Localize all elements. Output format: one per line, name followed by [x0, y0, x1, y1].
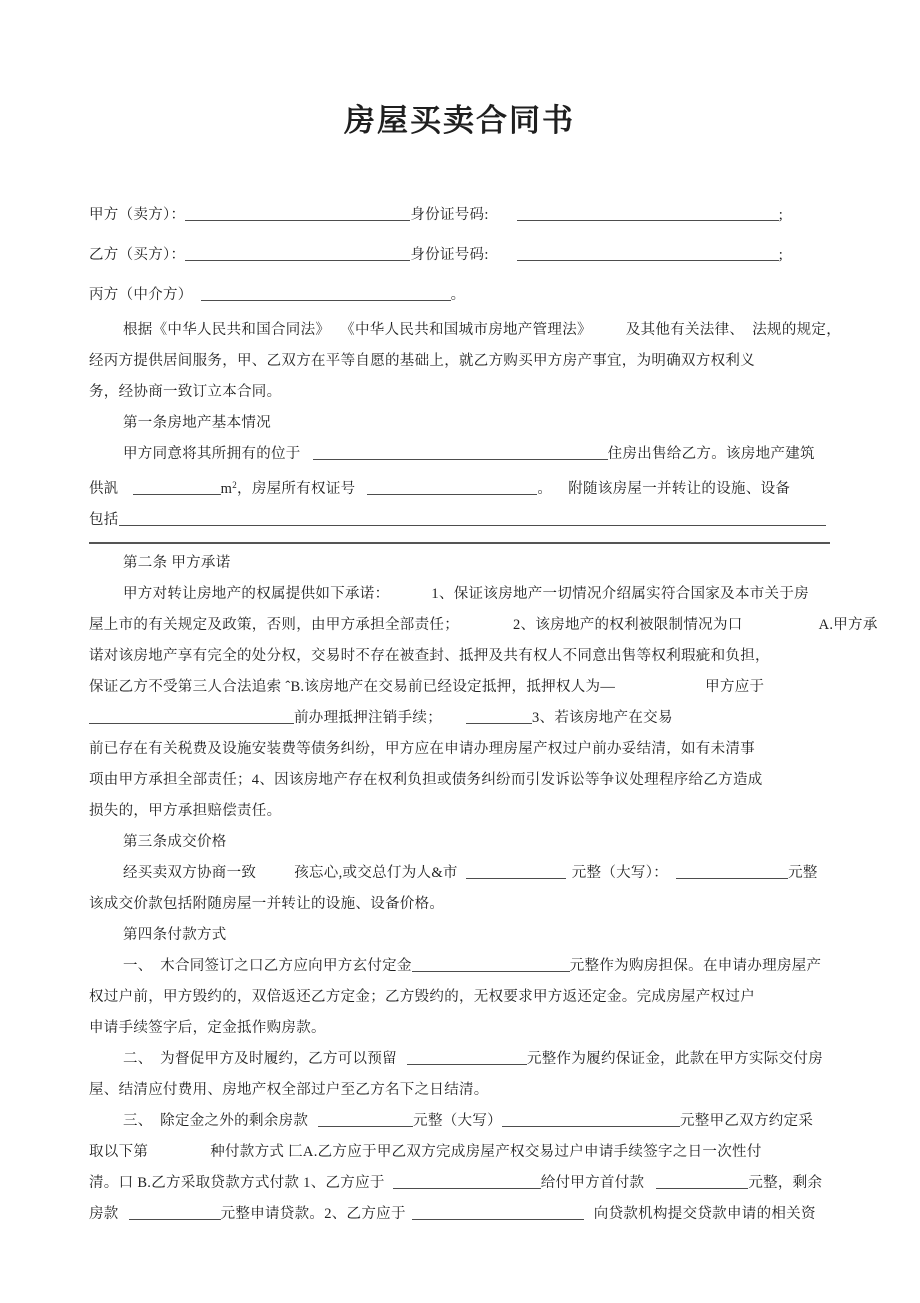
- fill-in-blank: [656, 1175, 748, 1189]
- text-run: 甲方（卖方）：: [89, 207, 186, 223]
- spacer: [442, 721, 466, 722]
- text-run: 清。口 B.乙方采取贷款方式付款 1、乙方应于: [89, 1175, 385, 1191]
- text-run: 甲方同意将其所拥有的位于: [123, 446, 301, 462]
- text-run: 《中华人民共和国城市房地产管理法》: [340, 322, 592, 338]
- text-run: 屋上市的有关规定及政策，否则，由甲方承担全部责任；: [89, 617, 459, 633]
- text-run: 。: [450, 287, 466, 303]
- text-run: 前已存在有关税费及设施安装费等债务纠纷，甲方应在申请办理房屋产权过户前办妥结清，如有未清事: [89, 741, 755, 757]
- intro-line-2: [89, 346, 830, 377]
- section-2-line-4: [89, 672, 830, 703]
- text-run: 前办理抵押注销手续；: [294, 710, 442, 726]
- text-run: 丙方（中介方）: [89, 287, 193, 303]
- text-run: 权过户前，甲方毁约的，双倍返还乙方定金；乙方毁约的，无权要求甲方返还定金。完成房屋产权过户: [89, 989, 755, 1005]
- section-1-line-1: [89, 439, 830, 470]
- spacer: [584, 1217, 594, 1218]
- spacer: [489, 218, 517, 219]
- text-run: 元整甲乙双方约定采: [679, 1113, 814, 1129]
- fill-in-blank: [412, 1206, 584, 1220]
- party-a-line: [89, 195, 830, 235]
- fill-in-blank: [466, 865, 566, 879]
- section-2-line-8: [89, 796, 830, 827]
- spacer: [193, 298, 201, 299]
- text-run: ;: [778, 207, 784, 223]
- text-run: m: [220, 481, 233, 497]
- text-run: 该成交价款包括附随房屋一并转让的设施、设备价格。: [89, 896, 445, 912]
- section-1-line-2: [89, 470, 830, 505]
- spacer: [644, 1186, 656, 1187]
- text-run: 务，经协商一致订立本合同。: [89, 384, 282, 400]
- fill-in-blank: [676, 865, 788, 879]
- text-run: 身份证号码:: [410, 247, 489, 263]
- section-divider: [89, 542, 830, 544]
- section-4-line-4: [89, 1044, 830, 1075]
- text-run: 元整: [788, 865, 818, 881]
- text-run: 向贷款机构提交贷款申请的相关资: [593, 1206, 816, 1222]
- fill-in-blank: [185, 247, 410, 261]
- party-c-line: [89, 275, 830, 315]
- fill-in-blank: [313, 446, 608, 460]
- fill-in-blank: [517, 207, 779, 221]
- intro-line-1: [89, 315, 842, 346]
- fill-in-blank: [201, 287, 451, 301]
- text-run: 3、若该房地产在交易: [532, 710, 673, 726]
- text-run: 诺对该房地产享有完全的处分权，交易时不存在被查封、抵押及共有权人不同意出售等权利瑕疵和负担，: [89, 648, 770, 664]
- text-run: 包括: [89, 512, 119, 528]
- text-run: 甲方应于: [705, 679, 765, 695]
- text-run: 2、该房地产的权利被限制情况为口: [513, 617, 743, 633]
- text-run: 元整（大写）: [413, 1113, 502, 1129]
- fill-in-blank: [466, 710, 532, 724]
- text-run: 供訉: [89, 481, 119, 497]
- text-run: 经买卖双方协商一致: [123, 865, 257, 881]
- section-4-line-3: [89, 1013, 830, 1044]
- fill-in-blank: [407, 1051, 527, 1065]
- text-run: 二、 为督促甲方及时履约，乙方可以预留: [123, 1051, 397, 1067]
- section-2-line-5: [89, 703, 830, 734]
- section-2-line-6: [89, 734, 830, 765]
- section-4-line-2: [89, 982, 830, 1013]
- fill-in-blank: [119, 512, 826, 526]
- text-run: 损失的，甲方承担赔偿责任。: [89, 803, 282, 819]
- text-run: 法规的规定，: [752, 322, 842, 338]
- section-4-line-1: [89, 951, 830, 982]
- section-2-line-1: [89, 579, 830, 610]
- text-run: 及其他有关法律、: [625, 322, 745, 338]
- section-2-line-3: [89, 641, 830, 672]
- spacer: [301, 457, 313, 458]
- superscript: 2: [232, 480, 238, 490]
- fill-in-blank: [89, 710, 294, 724]
- spacer: [459, 628, 513, 629]
- text-run: 屋、结清应付费用、房地产权全部过户至乙方名下之日结清。: [89, 1082, 489, 1098]
- text-run: 项由甲方承担全部责任；4、因该房地产存在权利负担或债务纠纷而引发诉讼等争议处理程序给乙方造成: [89, 772, 763, 788]
- spacer: [458, 876, 466, 877]
- text-run: ，房屋所有权证号: [237, 481, 356, 497]
- spacer: [592, 333, 626, 334]
- text-run: 三、 除定金之外的剩余房款: [123, 1113, 309, 1129]
- section-3-line-2: [89, 889, 830, 920]
- text-run: 保证乙方不受第三人合法追索 ˆB.该房地产在交易前已经设定抵押，抵押权人为—: [89, 679, 616, 695]
- spacer: [119, 492, 133, 493]
- text-run: 经丙方提供居间服务，甲、乙双方在平等自愿的基础上，就乙方购买甲方房产事宜，为明确双方权利义: [89, 353, 755, 369]
- fill-in-blank: [133, 481, 221, 495]
- text-run: ;: [778, 247, 784, 263]
- section-2-heading: [89, 548, 830, 579]
- section-4-line-5: [89, 1075, 830, 1106]
- spacer: [668, 876, 676, 877]
- section-3-heading: [89, 827, 830, 858]
- text-run: 附随该房屋一并转让的设施、设备: [568, 481, 791, 497]
- spacer: [552, 492, 568, 493]
- section-1-heading: [89, 408, 830, 439]
- section-2-line-2: [89, 610, 878, 641]
- text-run: 元整，剩余: [748, 1175, 823, 1191]
- spacer: [330, 333, 340, 334]
- spacer: [148, 1155, 210, 1156]
- text-run: 给付甲方首付款: [540, 1175, 645, 1191]
- text-run: 元整（大写）：: [571, 865, 669, 881]
- text-run: 第四条付款方式: [123, 927, 227, 943]
- text-run: 甲方对转让房地产的权属提供如下承诺：: [123, 586, 390, 602]
- spacer: [389, 597, 431, 598]
- party-b-line: [89, 235, 830, 275]
- fill-in-blank: [393, 1175, 541, 1189]
- fill-in-blank: [502, 1113, 680, 1127]
- section-3-line-1: [89, 858, 830, 889]
- text-run: 元整作为购房担保。在申请办理房屋产: [569, 958, 822, 974]
- fill-in-blank: [367, 481, 537, 495]
- document-title: 房屋买卖合同书: [344, 103, 575, 138]
- spacer: [119, 1217, 129, 1218]
- text-run: 根据《中华人民共和国合同法》: [123, 322, 331, 338]
- fill-in-blank: [318, 1113, 413, 1127]
- section-4-line-9: [89, 1199, 830, 1230]
- text-run: 。: [537, 481, 553, 497]
- fill-in-blank: [185, 207, 410, 221]
- text-run: A.甲方承: [818, 617, 878, 633]
- text-run: 申请手续签字后，定金抵作购房款。: [89, 1020, 326, 1036]
- fill-in-blank: [412, 958, 570, 972]
- section-4-heading: [89, 920, 830, 951]
- text-run: 元整作为履约保证金，此款在甲方实际交付房: [526, 1051, 823, 1067]
- contract-body: [89, 195, 878, 1230]
- text-run: 第三条成交价格: [123, 834, 227, 850]
- text-run: 元整申请贷款。2、乙方应于: [220, 1206, 406, 1222]
- text-run: 取以下第: [89, 1144, 149, 1160]
- text-run: 住房出售给乙方。该房地产建筑: [607, 446, 815, 462]
- spacer: [397, 1062, 407, 1063]
- section-4-line-8: [89, 1168, 830, 1199]
- spacer: [385, 1186, 393, 1187]
- text-run: 种付款方式 匚A.乙方应于甲乙双方完成房屋产权交易过户申请手续签字之日一次性付: [210, 1144, 762, 1160]
- spacer: [489, 258, 517, 259]
- section-4-line-7: [89, 1137, 830, 1168]
- spacer: [355, 492, 367, 493]
- spacer: [308, 1124, 318, 1125]
- text-run: 第一条房地产基本情况: [123, 415, 271, 431]
- spacer: [615, 690, 705, 691]
- section-4-line-6: [89, 1106, 830, 1137]
- text-run: 身份证号码:: [410, 207, 489, 223]
- section-1-line-3: [89, 505, 830, 536]
- section-2-line-7: [89, 765, 830, 796]
- text-run: 孩忘心,或交总仃为人&市: [294, 865, 458, 881]
- text-run: 一、 木合同签订之口乙方应向甲方玄付定金: [123, 958, 412, 974]
- intro-line-3: [89, 377, 830, 408]
- text-run: 1、保证该房地产一切情况介绍属实符合国家及本市关于房: [431, 586, 809, 602]
- spacer: [256, 876, 294, 877]
- text-run: 房款: [89, 1206, 119, 1222]
- text-run: 乙方（买方）：: [89, 247, 186, 263]
- text-run: 第二条 甲方承诺: [123, 555, 231, 571]
- fill-in-blank: [129, 1206, 221, 1220]
- spacer: [743, 628, 819, 629]
- fill-in-blank: [517, 247, 779, 261]
